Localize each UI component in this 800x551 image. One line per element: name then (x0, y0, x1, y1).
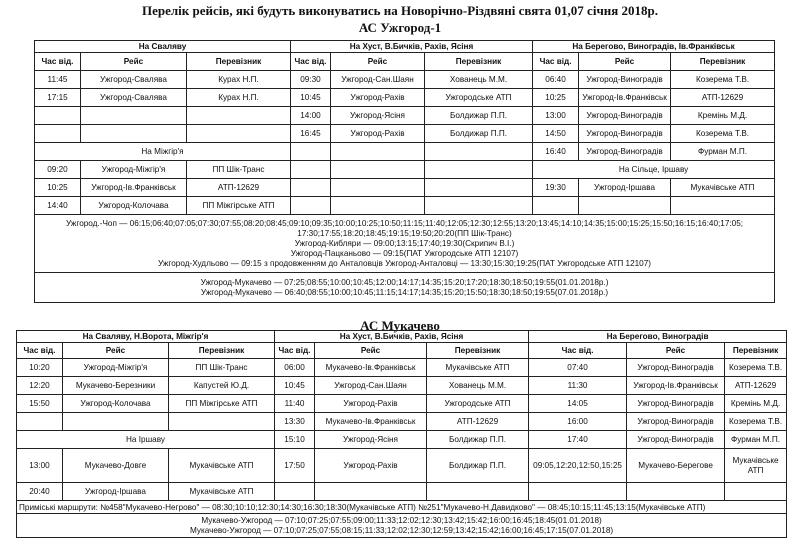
route-name: Ужгород-Виноградів (627, 359, 725, 377)
section-title-mukachevo: АС Мукачево (360, 318, 440, 333)
carrier: Козерема Т.В. (671, 71, 775, 89)
carrier: Хованець М.М. (425, 71, 533, 89)
carrier: Кремінь М.Д. (725, 395, 787, 413)
note-line: Мукачево-Ужгород — 07:10;07:25;07:55;08:15;11:33;12:02;12:30;12:59;13:42;15:42;16:00;16:45;17:15(07.01.2018) (189, 525, 614, 535)
route-name: Мукачево-Довге (63, 449, 169, 483)
departure-time: 12:20 (17, 377, 63, 395)
note-line: Мукачево-Ужгород — 07:10;07:25;07:55;09:00;11:33;12:02;12:30;13:42;15:42;16:00;16:45;18:45(01.01.2018) (201, 515, 602, 525)
carrier: ПП Шік-Транс (169, 359, 275, 377)
departure-time: 07:40 (529, 359, 627, 377)
carrier (187, 107, 291, 125)
departure-time: 15:50 (17, 395, 63, 413)
column-header: Рейс (63, 343, 169, 359)
departure-time: 17:40 (529, 431, 627, 449)
carrier (425, 161, 533, 179)
table-row (17, 449, 787, 483)
table-row (35, 143, 775, 161)
carrier: АТП-12629 (671, 89, 775, 107)
table-row (17, 377, 787, 395)
column-header: Перевізник (427, 343, 529, 359)
route-name: Ужгород-Свалява (81, 71, 187, 89)
departure-time (529, 483, 627, 501)
carrier: Болдижар П.П. (425, 107, 533, 125)
route-name: Ужгород-Іршава (579, 179, 671, 197)
route-name: Ужгород-Колочава (63, 395, 169, 413)
departure-time: 11:40 (275, 395, 315, 413)
carrier: ПП Шік-Транс (187, 161, 291, 179)
departure-time: 13:00 (533, 107, 579, 125)
note-line: Ужгород.-Чоп — 06:15;06:40;07:05;07:30;07:55;08:20;08:45;09:10;09:35;10:00;10:25;10:50;11:15;11:40;12:05;12:30;12:55;13:20;13:45;14:10;14:35;15:00;15:25;15:50;16:15;16:40;17:05; (65, 218, 744, 228)
route-name: Мукачево-Ів.Франківськ (315, 413, 427, 431)
carrier: Курах Н.П. (187, 89, 291, 107)
column-header: Перевізник (671, 53, 775, 71)
carrier (169, 413, 275, 431)
departure-time (275, 483, 315, 501)
carrier: АТП-12629 (427, 413, 529, 431)
route-name: Мукачево-Ів.Франківськ (315, 359, 427, 377)
carrier: ПП Міжгірське АТП (187, 197, 291, 215)
notes-cell (35, 273, 775, 303)
column-header: Рейс (315, 343, 427, 359)
carrier: Козерема Т.В. (725, 413, 787, 431)
table-row (17, 431, 787, 449)
column-header: Час від. (291, 53, 331, 71)
table-row (35, 161, 775, 179)
column-header: Час від. (533, 53, 579, 71)
table-row (17, 413, 787, 431)
column-header: Час від. (275, 343, 315, 359)
departure-time (291, 161, 331, 179)
route-name: Ужгород-Виноградів (627, 413, 725, 431)
departure-time: 16:45 (291, 125, 331, 143)
route-name: Ужгород-Ясіня (331, 107, 425, 125)
carrier (671, 197, 775, 215)
carrier (427, 483, 529, 501)
departure-time: 10:25 (35, 179, 81, 197)
column-header: Рейс (627, 343, 725, 359)
departure-time: 20:40 (17, 483, 63, 501)
note-line: 17:30;17:55;18:20;18:45;19:15;19:50;20:20(ПП Шік-Транс) (297, 228, 512, 238)
route-name: Ужгород-Ів.Франківськ (627, 377, 725, 395)
note-line: Ужгород-Пацканьово — 09:15(ПАТ Ужгородське АТП 12107) (290, 248, 519, 258)
subgroup-header: На Іршаву (17, 431, 275, 449)
route-name (315, 483, 427, 501)
notes-cell (17, 514, 787, 538)
departure-time (291, 197, 331, 215)
departure-time: 14:05 (529, 395, 627, 413)
route-name: Ужгород-Міжгір'я (63, 359, 169, 377)
carrier: Курах Н.П. (187, 71, 291, 89)
carrier: АТП-12629 (187, 179, 291, 197)
notes-cell (35, 215, 775, 273)
route-name: Ужгород-Ів.Франківськ (81, 179, 187, 197)
carrier (425, 143, 533, 161)
carrier (425, 197, 533, 215)
route-name: Ужгород-Колочава (81, 197, 187, 215)
carrier: Ужгородське АТП (425, 89, 533, 107)
subgroup-header: На Сільце, Іршаву (533, 161, 775, 179)
column-header: Перевізник (187, 53, 291, 71)
route-name (579, 197, 671, 215)
route-name: Ужгород-Рахів (315, 449, 427, 483)
departure-time (17, 413, 63, 431)
departure-time: 10:45 (275, 377, 315, 395)
departure-time: 10:20 (17, 359, 63, 377)
carrier: Капустей Ю.Д. (169, 377, 275, 395)
carrier: Хованець М.М. (427, 377, 529, 395)
carrier: Фурман М.П. (725, 431, 787, 449)
route-name: Ужгород-Рахів (315, 395, 427, 413)
departure-time: 06:00 (275, 359, 315, 377)
departure-time: 11:30 (529, 377, 627, 395)
carrier: Болдижар П.П. (427, 449, 529, 483)
suburban-routes: Приміські маршрути: №458"Мукачево-Негрово" — 08:30;10:10;12:30;14:30;16:30;18:30(Мукачівське АТП) №251"Мукачево-Н.Давидково" — 08:45;10:15;11:45;13:15(Мукачівське АТП) (17, 501, 787, 514)
carrier: Фурман М.П. (671, 143, 775, 161)
document-title: Перелік рейсів, які будуть виконуватись на Новорічно-Різдвяні свята 01,07 січня 2018р. (141, 3, 659, 18)
route-name: Ужгород-Свалява (81, 89, 187, 107)
table-row (35, 71, 775, 89)
route-name: Ужгород-Ів.Франківськ (579, 89, 671, 107)
carrier: АТП-12629 (725, 377, 787, 395)
carrier: Ужгородське АТП (427, 395, 529, 413)
mukachevo-schedule-table (16, 330, 787, 538)
departure-time: 13:00 (17, 449, 63, 483)
carrier: Мукачівське АТП (725, 449, 787, 483)
table-row (35, 89, 775, 107)
column-header: Перевізник (725, 343, 787, 359)
route-name: Ужгород-Виноградів (579, 107, 671, 125)
table-row (35, 179, 775, 197)
departure-time: 16:00 (529, 413, 627, 431)
column-header: Час від. (35, 53, 81, 71)
table-row (35, 125, 775, 143)
subgroup-header: На Міжгір'я (35, 143, 291, 161)
route-name: Мукачево-Берегове (627, 449, 725, 483)
column-header: Рейс (579, 53, 671, 71)
column-header: Час від. (17, 343, 63, 359)
column-header: Рейс (331, 53, 425, 71)
column-header: Рейс (81, 53, 187, 71)
table-row (35, 107, 775, 125)
departure-time: 09:05,12:20,12:50,15:25 (529, 449, 627, 483)
route-name: Ужгород-Міжгір'я (81, 161, 187, 179)
route-name: Мукачево-Березники (63, 377, 169, 395)
carrier: Болдижар П.П. (425, 125, 533, 143)
carrier: Мукачівське АТП (169, 483, 275, 501)
departure-time: 16:40 (533, 143, 579, 161)
carrier: Мукачівське АТП (427, 359, 529, 377)
column-header: Перевізник (425, 53, 533, 71)
table-row (17, 359, 787, 377)
route-name: Ужгород-Виноградів (579, 71, 671, 89)
route-name: Ужгород-Виноградів (579, 125, 671, 143)
route-name (331, 179, 425, 197)
carrier (425, 179, 533, 197)
carrier: Козерема Т.В. (725, 359, 787, 377)
group-header: На Хуст, В.Бичків, Рахів, Ясіня (275, 331, 529, 343)
table-row (35, 197, 775, 215)
departure-time: 09:30 (291, 71, 331, 89)
group-header: На Берегово, Виноградів (529, 331, 787, 343)
route-name: Ужгород-Сан.Шаян (331, 71, 425, 89)
carrier: Мукачівське АТП (169, 449, 275, 483)
departure-time: 14:00 (291, 107, 331, 125)
carrier (725, 483, 787, 501)
route-name (331, 161, 425, 179)
departure-time: 17:50 (275, 449, 315, 483)
table-row (17, 483, 787, 501)
group-header: На Берегово, Виноградів, Ів.Франківськ (533, 41, 775, 53)
departure-time (35, 125, 81, 143)
departure-time: 11:45 (35, 71, 81, 89)
route-name: Ужгород-Сан.Шаян (315, 377, 427, 395)
departure-time: 14:50 (533, 125, 579, 143)
route-name: Ужгород-Рахів (331, 89, 425, 107)
departure-time: 09:20 (35, 161, 81, 179)
route-name (63, 413, 169, 431)
carrier: Козерема Т.В. (671, 125, 775, 143)
departure-time: 13:30 (275, 413, 315, 431)
departure-time (291, 143, 331, 161)
group-header: На Сваляву (35, 41, 291, 53)
route-name: Ужгород-Іршава (63, 483, 169, 501)
departure-time: 14:40 (35, 197, 81, 215)
departure-time: 06:40 (533, 71, 579, 89)
note-line: Ужгород-Кибляри — 09:00;13:15;17:40;19:30(Скрипич В.І.) (294, 238, 515, 248)
carrier (187, 125, 291, 143)
carrier: Болдижар П.П. (427, 431, 529, 449)
route-name (627, 483, 725, 501)
departure-time (291, 179, 331, 197)
carrier: Кремінь М.Д. (671, 107, 775, 125)
uzhhorod-schedule-table (34, 40, 775, 303)
carrier: Мукачівське АТП (671, 179, 775, 197)
route-name: Ужгород-Виноградів (579, 143, 671, 161)
group-header: На Сваляву, Н.Ворота, Міжгір'я (17, 331, 275, 343)
route-name: Ужгород-Виноградів (627, 431, 725, 449)
route-name (331, 197, 425, 215)
column-header: Перевізник (169, 343, 275, 359)
departure-time: 17:15 (35, 89, 81, 107)
note-line: Ужгород-Мукачево — 06:40;08:55;10:00;10:45;11:15;14:17;14:35;15:20;15:50;18:30;18:50;19:55(07.01.2018р.) (200, 287, 609, 297)
route-name: Ужгород-Ясіня (315, 431, 427, 449)
route-name: Ужгород-Рахів (331, 125, 425, 143)
departure-time (35, 107, 81, 125)
column-header: Час від. (529, 343, 627, 359)
note-line: Ужгород-Худльово — 09:15 з продовженням до Анталовців Ужгород-Анталовці — 13:30;15:30;19:25(ПАТ Ужгородське АТП 12107) (158, 258, 652, 268)
carrier: ПП Міжгірське АТП (169, 395, 275, 413)
route-name: Ужгород-Виноградів (627, 395, 725, 413)
route-name (81, 107, 187, 125)
route-name (331, 143, 425, 161)
section-title-uzhhorod: АС Ужгород-1 (358, 20, 442, 35)
departure-time: 19:30 (533, 179, 579, 197)
departure-time (533, 197, 579, 215)
table-row (17, 395, 787, 413)
note-line: Ужгород-Мукачево — 07:25;08:55;10:00;10:45;12:00;14:17;14:35;15:20;17:20;18:30;18:50;19:55(01.01.2018р.) (200, 277, 609, 287)
route-name (81, 125, 187, 143)
departure-time: 10:45 (291, 89, 331, 107)
departure-time: 15:10 (275, 431, 315, 449)
departure-time: 10:25 (533, 89, 579, 107)
group-header: На Хуст, В.Бичків, Рахів, Ясіня (291, 41, 533, 53)
